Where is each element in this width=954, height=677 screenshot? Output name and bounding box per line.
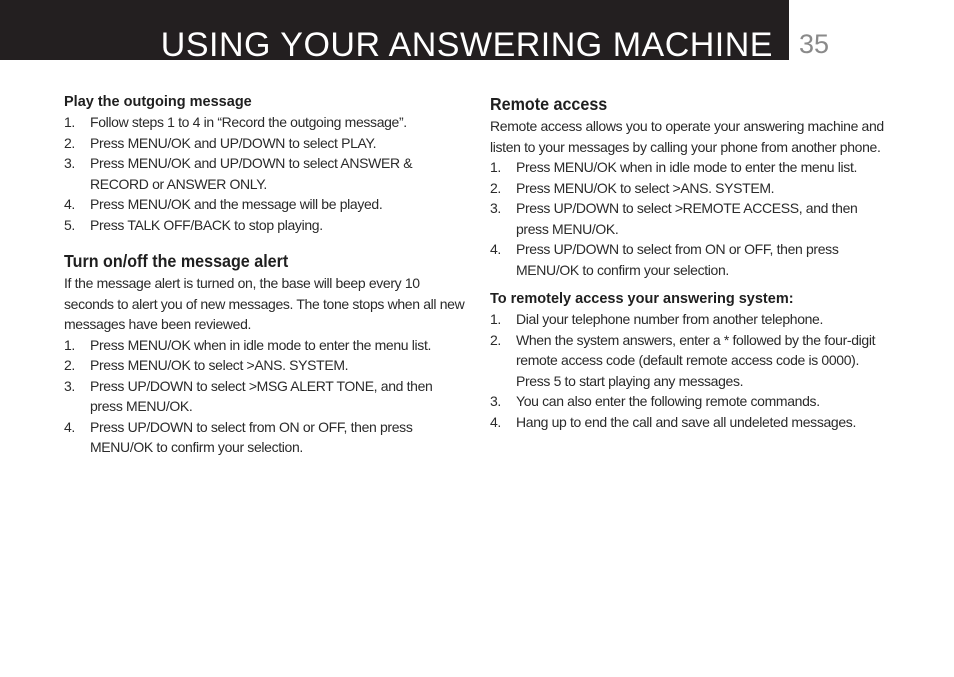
step-text: Press MENU/OK to select >ANS. SYSTEM. [90, 357, 349, 373]
step-text: Press TALK OFF/BACK to stop playing. [90, 216, 323, 233]
step-text: Press MENU/OK to select >ANS. SYSTEM. [516, 179, 775, 196]
spacer [64, 235, 466, 249]
header-bar [0, 0, 789, 64]
message-alert-steps [64, 335, 466, 458]
step-text: Press MENU/OK and UP/DOWN to select ANSWER & RECORD or ANSWER ONLY. [90, 155, 413, 192]
step-text: Press MENU/OK and UP/DOWN to select PLAY. [90, 134, 377, 151]
step-text: Press UP/DOWN to select from ON or OFF, then press MENU/OK to confirm your selection. [90, 418, 413, 455]
step-text: Dial your telephone number from another telephone. [516, 311, 824, 327]
step-number: 3. [64, 377, 75, 394]
list-item [64, 376, 466, 417]
right-column [490, 92, 892, 432]
page-title: USING YOUR ANSWERING MACHINE [160, 26, 773, 64]
step-number: 2. [64, 357, 75, 373]
step-number: 2. [490, 331, 501, 348]
list-item [490, 412, 892, 433]
step-number: 1. [490, 311, 501, 327]
step-text: Press MENU/OK when in idle mode to enter the menu list. [516, 159, 858, 175]
list-item [490, 239, 892, 280]
step-number: 1. [64, 114, 75, 130]
message-alert-intro: If the message alert is turned on, the base will beep every 10 seconds to alert you of new messages. The tone stops when all new messages have been reviewed. [64, 275, 465, 332]
step-text: When the system answers, enter a * followed by the four-digit remote access code (default remote access code is 0000). Press 5 to start playing any messages. [516, 331, 876, 389]
list-item [64, 355, 466, 376]
message-alert-heading: Turn on/off the message alert [64, 251, 289, 271]
list-item [64, 194, 466, 215]
step-text: Follow steps 1 to 4 in “Record the outgoing message”. [90, 114, 407, 130]
step-text: Press UP/DOWN to select from ON or OFF, then press MENU/OK to confirm your selection. [516, 241, 839, 278]
step-number: 4. [64, 418, 75, 435]
remote-access-intro: Remote access allows you to operate your answering machine and listen to your messages by calling your phone from another phone. [490, 118, 884, 155]
list-item [490, 309, 892, 330]
remotely-access-heading: To remotely access your answering system: [490, 291, 794, 307]
list-item [64, 153, 466, 194]
remote-access-heading: Remote access [490, 94, 608, 114]
list-item [64, 215, 466, 236]
step-text: Press MENU/OK and the message will be played. [90, 196, 383, 212]
list-item [64, 335, 466, 356]
step-text: You can also enter the following remote commands. [516, 393, 820, 409]
list-item [490, 178, 892, 199]
step-number: 1. [490, 159, 501, 175]
step-number: 2. [64, 134, 75, 151]
step-number: 4. [490, 413, 501, 430]
step-number: 1. [64, 336, 75, 353]
list-item [490, 330, 892, 392]
play-outgoing-heading: Play the outgoing message [64, 94, 252, 110]
step-number: 3. [490, 200, 501, 216]
step-text: Press UP/DOWN to select >REMOTE ACCESS, and then press MENU/OK. [516, 200, 858, 237]
remotely-access-steps [490, 309, 892, 432]
list-item [490, 391, 892, 412]
left-column [64, 92, 466, 458]
list-item [64, 112, 466, 133]
list-item [64, 133, 466, 154]
step-number: 5. [64, 216, 75, 233]
list-item [64, 417, 466, 458]
step-number: 2. [490, 179, 501, 196]
step-text: Press UP/DOWN to select >MSG ALERT TONE, and then press MENU/OK. [90, 377, 433, 414]
list-item [490, 198, 892, 239]
spacer [490, 280, 892, 289]
step-number: 3. [490, 393, 501, 409]
step-number: 4. [490, 241, 501, 257]
list-item [490, 157, 892, 178]
play-outgoing-steps [64, 112, 466, 235]
page-number: 35 [799, 29, 830, 59]
remote-access-steps [490, 157, 892, 280]
step-text: Press MENU/OK when in idle mode to enter the menu list. [90, 336, 432, 353]
step-number: 4. [64, 196, 75, 212]
step-text: Hang up to end the call and save all undeleted messages. [516, 413, 856, 430]
step-number: 3. [64, 155, 75, 171]
